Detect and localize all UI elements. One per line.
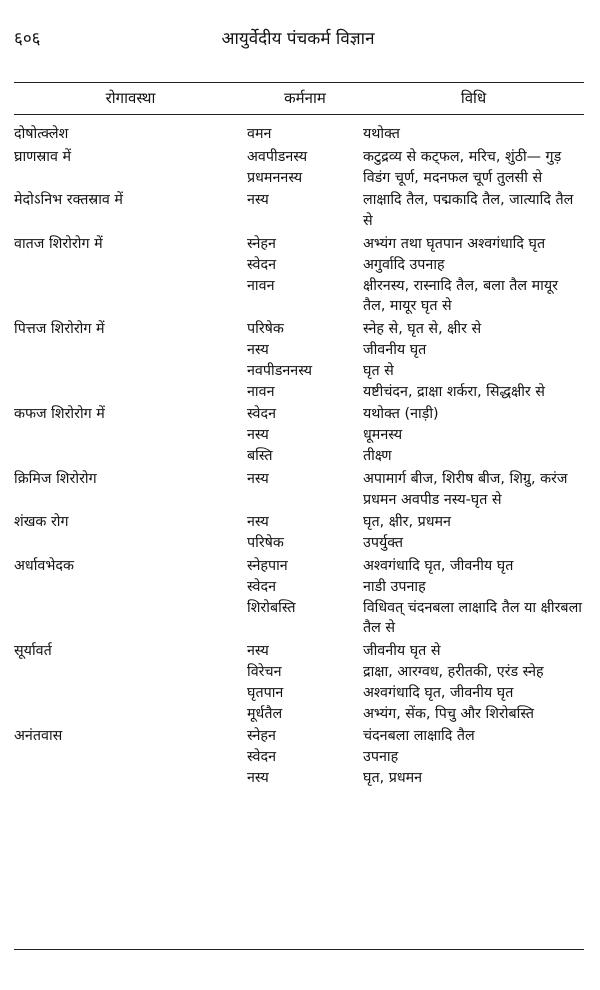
method-cell: घृत, प्रधमन — [363, 769, 423, 786]
method-cell: चंदनबला लाक्षादि तैल — [363, 728, 475, 745]
karma-cell: स्वेदन — [247, 749, 277, 766]
method-cell: उपर्युक्त — [363, 535, 404, 552]
table-group — [14, 319, 584, 402]
page-header — [14, 26, 582, 52]
method-cell: क्षीरनस्य, रास्नादि तैल, बला तैल मायूर तैल, मायूर घृत से — [363, 277, 558, 315]
method-cell: द्राक्षा, आरग्वध, हरीतकी, एरंड स्नेह — [363, 663, 544, 680]
table-group — [14, 556, 584, 639]
condition-cell — [14, 533, 247, 554]
method-cell: जीवनीय घृत से — [363, 643, 441, 660]
table-group — [14, 234, 584, 317]
table-row — [14, 340, 584, 361]
condition-cell — [14, 255, 247, 276]
method-cell: लाक्षादि तैल, पद्मकादि तैल, जात्यादि तैल से — [363, 192, 574, 230]
condition-cell: दोषोत्क्लेश — [14, 126, 69, 142]
method-cell: विडंग चूर्ण, मदनफल चूर्ण तुलसी से — [363, 169, 543, 186]
table-row — [14, 512, 584, 533]
table-row — [14, 425, 584, 446]
table-row — [14, 124, 584, 145]
karma-cell: नस्य — [247, 769, 269, 786]
condition-cell: घ्राणस्राव में — [14, 148, 72, 165]
condition-cell — [14, 425, 247, 446]
table-header-rule — [14, 114, 584, 115]
table-group — [14, 147, 584, 189]
method-cell: अश्वगंधादि घृत, जीवनीय घृत — [363, 557, 514, 574]
method-cell: यष्टीचंदन, द्राक्षा शर्करा, सिद्धक्षीर से — [363, 383, 545, 400]
method-cell: उपनाह — [363, 749, 399, 766]
table-row — [14, 662, 584, 683]
table-row — [14, 598, 584, 640]
karma-cell: विरेचन — [247, 663, 282, 680]
table-row — [14, 276, 584, 318]
table-bottom-rule — [14, 949, 584, 950]
column-header-method: विधि — [460, 89, 487, 107]
method-cell: जीवनीय घृत — [363, 341, 427, 358]
karma-cell: नस्य — [247, 427, 269, 444]
table-row — [14, 704, 584, 725]
table-row — [14, 404, 584, 425]
condition-cell — [14, 598, 247, 640]
karma-cell: स्नेहन — [247, 235, 276, 252]
karma-cell: स्वेदन — [247, 578, 277, 595]
condition-cell: पित्तज शिरोरोग में — [14, 321, 105, 338]
method-cell: घृत से — [363, 362, 394, 379]
table-row — [14, 726, 584, 747]
condition-cell: क्रिमिज शिरोरोग — [14, 470, 97, 487]
condition-cell — [14, 747, 247, 768]
karma-cell: मूर्धतैल — [247, 705, 283, 722]
karma-cell: वमन — [247, 126, 272, 142]
column-header-karma: कर्मनाम — [284, 89, 326, 107]
table-group — [14, 190, 584, 232]
method-cell: स्नेह से, घृत से, क्षीर से — [363, 321, 482, 338]
treatment-table — [14, 124, 584, 791]
column-header-condition: रोगावस्था — [105, 89, 156, 107]
method-cell: यथोक्त (नाड़ी) — [363, 406, 439, 423]
table-row — [14, 361, 584, 382]
karma-cell: परिषेक — [247, 321, 284, 338]
table-row — [14, 190, 584, 232]
table-row — [14, 446, 584, 467]
method-cell: यथोक्त — [363, 126, 400, 142]
condition-cell: अर्धावभेदक — [14, 557, 74, 574]
table-row — [14, 556, 584, 577]
method-cell: नाडी उपनाह — [363, 578, 426, 595]
karma-cell: नावन — [247, 383, 275, 400]
karma-cell: नवपीडननस्य — [247, 362, 313, 379]
karma-cell: नावन — [247, 277, 275, 294]
method-cell: विधिवत् चंदनबला लाक्षादि तैल या क्षीरबला तैल से — [363, 599, 582, 637]
condition-cell: मेदोऽनिभ रक्तस्राव में — [14, 192, 123, 209]
condition-cell — [14, 446, 247, 467]
method-cell: अभ्यंग, सेंक, पिचु और शिरोबस्ति — [363, 705, 535, 722]
karma-cell: नस्य — [247, 643, 269, 660]
karma-cell: स्वेदन — [247, 406, 277, 423]
karma-cell: नस्य — [247, 470, 269, 487]
karma-cell: शिरोबस्ति — [247, 599, 296, 616]
condition-cell: कफज शिरोरोग में — [14, 406, 105, 423]
table-row — [14, 234, 584, 255]
table-row — [14, 382, 584, 403]
table-top-rule — [14, 82, 584, 83]
karma-cell: अवपीडनस्य — [247, 148, 308, 165]
table-row — [14, 747, 584, 768]
method-cell: अपामार्ग बीज, शिरीष बीज, शिग्रु, करंज प्रधमन अवपीड नस्य-घृत से — [363, 470, 568, 508]
method-cell: तीक्ष्ण — [363, 447, 392, 464]
page-title: आयुर्वेदीय पंचकर्म विज्ञान — [221, 29, 375, 49]
method-cell: अगुर्वादि उपनाह — [363, 256, 445, 273]
condition-cell — [14, 361, 247, 382]
condition-cell — [14, 704, 247, 725]
condition-cell: शंखक रोग — [14, 514, 69, 531]
method-cell: घृत, क्षीर, प्रधमन — [363, 514, 451, 531]
condition-cell — [14, 683, 247, 704]
condition-cell: वातज शिरोरोग में — [14, 235, 103, 252]
table-group — [14, 469, 584, 511]
karma-cell: बस्ति — [247, 447, 273, 464]
table-row — [14, 577, 584, 598]
table-group — [14, 726, 584, 788]
karma-cell: स्नेहपान — [247, 557, 288, 574]
table-row — [14, 255, 584, 276]
table-row — [14, 147, 584, 168]
table-group — [14, 512, 584, 554]
karma-cell: नस्य — [247, 192, 269, 209]
table-row — [14, 168, 584, 189]
condition-cell: अनंतवास — [14, 728, 63, 745]
table-row — [14, 641, 584, 662]
table-group — [14, 124, 584, 145]
table-row — [14, 768, 584, 789]
condition-cell — [14, 168, 247, 189]
karma-cell: परिषेक — [247, 535, 284, 552]
condition-cell — [14, 577, 247, 598]
table-row — [14, 683, 584, 704]
condition-cell — [14, 276, 247, 318]
table-group — [14, 404, 584, 466]
karma-cell: नस्य — [247, 514, 269, 531]
method-cell: अभ्यंग तथा घृतपान अश्वगंधादि घृत — [363, 235, 546, 252]
method-cell: अश्वगंधादि घृत, जीवनीय घृत — [363, 684, 514, 701]
condition-cell — [14, 662, 247, 683]
condition-cell — [14, 340, 247, 361]
karma-cell: स्नेहन — [247, 728, 276, 745]
table-row — [14, 469, 584, 511]
condition-cell — [14, 768, 247, 789]
table-row — [14, 533, 584, 554]
condition-cell — [14, 382, 247, 403]
table-group — [14, 641, 584, 724]
method-cell: कटुद्रव्य से कट्फल, मरिच, शुंठी— गुड़ — [363, 148, 562, 165]
karma-cell: स्वेदन — [247, 256, 277, 273]
condition-cell: सूर्यावर्त — [14, 643, 52, 660]
method-cell: धूमनस्य — [363, 427, 403, 444]
table-row — [14, 319, 584, 340]
karma-cell: नस्य — [247, 341, 269, 358]
karma-cell: घृतपान — [247, 684, 284, 701]
karma-cell: प्रधमननस्य — [247, 169, 303, 186]
page-number: ६०६ — [14, 29, 41, 49]
